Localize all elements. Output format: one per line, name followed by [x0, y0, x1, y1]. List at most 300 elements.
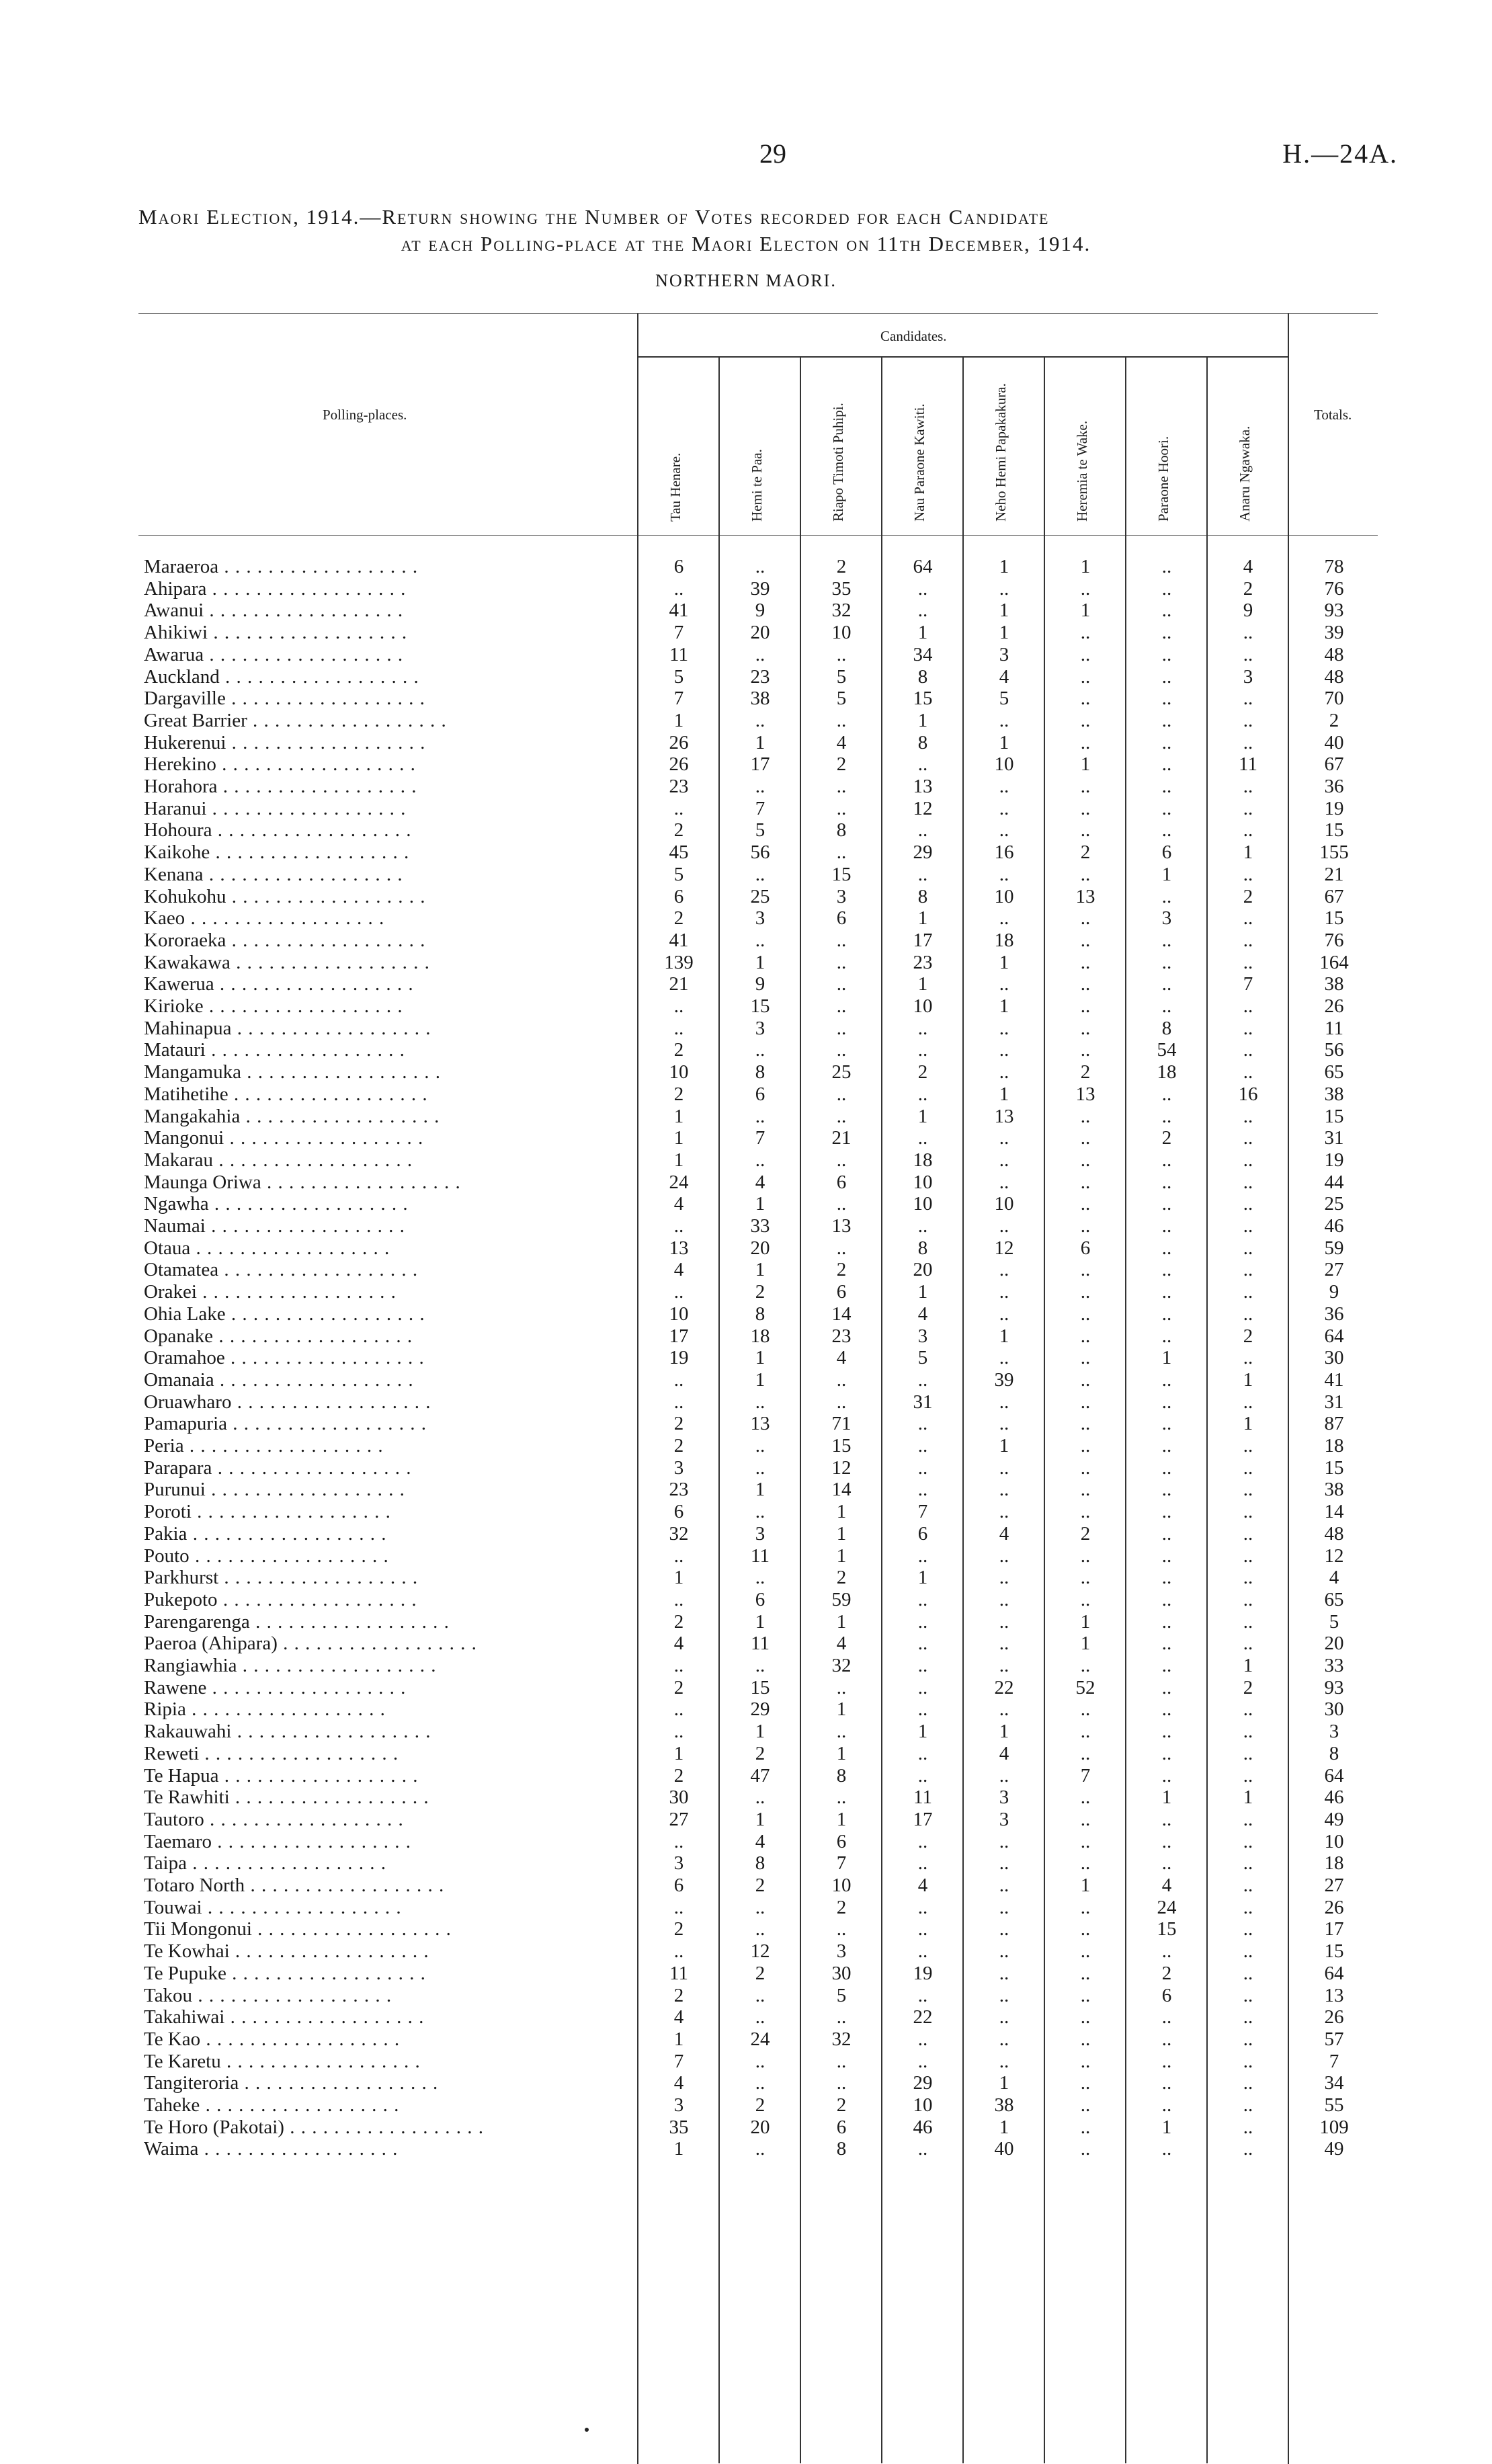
page-header — [0, 0, 1492, 296]
vote-cell: .. — [1243, 2116, 1253, 2138]
vote-cell: 1 — [1080, 1610, 1091, 1633]
vote-cell: .. — [1161, 709, 1172, 731]
vote-cell: .. — [917, 1545, 928, 1567]
vote-cell: 30 — [831, 1962, 852, 1984]
row-total: 20 — [1324, 1633, 1344, 1655]
vote-cell: .. — [1080, 951, 1091, 973]
vote-cell: 8 — [836, 1764, 847, 1787]
vote-cell: .. — [673, 1281, 684, 1303]
table-row — [0, 1720, 1492, 1743]
vote-cell: .. — [836, 1676, 847, 1698]
vote-cell: .. — [917, 1830, 928, 1852]
vote-cell: 2 — [755, 1962, 765, 1984]
vote-cell: .. — [755, 929, 765, 951]
vote-cell: .. — [755, 1039, 765, 1061]
vote-cell: 1 — [1243, 841, 1253, 864]
vote-cell: .. — [1080, 1391, 1091, 1413]
table-row — [0, 555, 1492, 578]
vote-cell: .. — [999, 1347, 1009, 1369]
row-total: 2 — [1329, 709, 1339, 731]
vote-cell: .. — [1080, 1830, 1091, 1852]
vote-cell: 20 — [913, 1259, 933, 1281]
vote-cell: 1 — [836, 1698, 847, 1721]
vote-cell: 2 — [673, 1610, 684, 1633]
vote-cell: 4 — [1161, 1875, 1172, 1896]
vote-cell: .. — [1161, 1237, 1172, 1259]
vote-cell: .. — [999, 1061, 1009, 1083]
vote-cell: .. — [1243, 1435, 1253, 1456]
vote-cell: 26 — [669, 753, 689, 776]
vote-cell: 1 — [1243, 1787, 1253, 1809]
vote-cell: 12 — [994, 1237, 1014, 1259]
vote-cell: .. — [1161, 1171, 1172, 1193]
vote-cell: 5 — [836, 665, 847, 688]
polling-place-name: Auckland . . — [144, 665, 628, 688]
vote-cell: .. — [755, 1655, 765, 1676]
candidate-header-3 — [802, 360, 881, 528]
polling-place-name: Mangakahia . . — [144, 1105, 628, 1128]
vote-cell: 10 — [831, 622, 852, 644]
vote-cell: .. — [1080, 929, 1091, 951]
row-total: 48 — [1324, 665, 1344, 688]
vote-cell: .. — [1080, 1852, 1091, 1875]
vote-cell: 8 — [755, 1061, 765, 1083]
vote-cell: 19 — [669, 1347, 689, 1369]
vote-cell: 4 — [673, 1633, 684, 1655]
vote-cell: .. — [1161, 1655, 1172, 1676]
table-row — [0, 621, 1492, 644]
vote-cell: 6 — [1161, 1984, 1172, 2006]
polling-place-name: Oruawharo . . — [144, 1391, 628, 1413]
vote-cell: 1 — [755, 1193, 765, 1215]
vote-cell: 3 — [755, 1017, 765, 1039]
row-total: 64 — [1324, 1325, 1344, 1347]
vote-cell: 139 — [664, 951, 694, 973]
vote-cell: 2 — [917, 1061, 928, 1083]
table-row — [0, 1192, 1492, 1215]
vote-cell: .. — [1080, 1368, 1091, 1391]
vote-cell: .. — [917, 819, 928, 841]
vote-cell: .. — [836, 797, 847, 819]
vote-cell: .. — [673, 797, 684, 819]
vote-cell: .. — [999, 797, 1009, 819]
polling-place-name: Tii Mongonui . . — [144, 1918, 628, 1940]
vote-cell: 6 — [755, 1588, 765, 1610]
polling-place-name: Omanaia . . — [144, 1368, 628, 1391]
vote-cell: .. — [673, 1698, 684, 1721]
vote-cell: 11 — [669, 643, 688, 665]
table-row — [0, 929, 1492, 952]
vote-cell: .. — [999, 577, 1009, 600]
vote-cell: 1 — [755, 731, 765, 753]
vote-cell: 2 — [673, 1039, 684, 1061]
table-row — [0, 1171, 1492, 1194]
table-row — [0, 1149, 1492, 1172]
vote-cell: 12 — [750, 1940, 770, 1963]
vote-cell: 2 — [836, 753, 847, 776]
vote-cell: .. — [1243, 1281, 1253, 1303]
vote-cell: .. — [836, 951, 847, 973]
vote-cell: 5 — [836, 1984, 847, 2006]
row-total: 46 — [1324, 1215, 1344, 1237]
vote-cell: .. — [999, 1171, 1009, 1193]
vote-cell: .. — [1080, 709, 1091, 731]
vote-cell: 1 — [673, 2138, 684, 2160]
vote-cell: .. — [1161, 1830, 1172, 1852]
polling-place-name: Ripia . . — [144, 1698, 628, 1721]
vote-cell: 1 — [673, 1742, 684, 1764]
vote-cell: 2 — [1243, 885, 1253, 907]
vote-cell: 26 — [669, 731, 689, 753]
vote-cell: 1 — [1080, 556, 1091, 577]
vote-cell: 1 — [673, 1105, 684, 1127]
vote-cell: .. — [1243, 1918, 1253, 1940]
vote-cell: 21 — [831, 1127, 852, 1149]
vote-cell: 15 — [750, 995, 770, 1017]
row-total: 48 — [1324, 1522, 1344, 1545]
table-row — [0, 1412, 1492, 1435]
vote-cell: 12 — [831, 1456, 852, 1479]
vote-cell: 9 — [1243, 600, 1253, 622]
vote-cell: .. — [999, 1545, 1009, 1567]
table-row — [0, 2050, 1492, 2073]
vote-cell: .. — [1161, 1852, 1172, 1875]
polling-place-name: Hukerenui . . — [144, 731, 628, 754]
vote-cell: 1 — [999, 1083, 1009, 1105]
table-row — [0, 665, 1492, 688]
vote-cell: .. — [1161, 2028, 1172, 2050]
vote-cell: 11 — [669, 1962, 688, 1984]
polling-place-name: Matihetihe . . — [144, 1083, 628, 1106]
vote-cell: .. — [917, 2028, 928, 2050]
vote-cell: 11 — [913, 1787, 932, 1809]
vote-cell: 15 — [1157, 1918, 1177, 1940]
candidate-name: Riapo Timoti Puhipi. — [830, 403, 846, 522]
vote-cell: .. — [1243, 1588, 1253, 1610]
vote-cell: 1 — [1161, 863, 1172, 885]
vote-cell: .. — [1080, 1962, 1091, 1984]
polling-place-name: Orakei . . — [144, 1280, 628, 1303]
table-row — [0, 951, 1492, 974]
row-total: 87 — [1324, 1413, 1344, 1435]
vote-cell: .. — [836, 2072, 847, 2094]
vote-cell: .. — [1243, 1896, 1253, 1918]
vote-cell: 5 — [917, 1347, 928, 1369]
vote-cell: 20 — [750, 622, 770, 644]
table-row — [0, 1083, 1492, 1106]
vote-cell: 1 — [999, 2116, 1009, 2138]
vote-cell: .. — [999, 863, 1009, 885]
vote-cell: 7 — [836, 1852, 847, 1875]
vote-cell: 8 — [755, 1852, 765, 1875]
vote-cell: 6 — [673, 885, 684, 907]
candidate-name: Heremia te Wake. — [1074, 420, 1090, 522]
vote-cell: 1 — [999, 731, 1009, 753]
vote-cell: 13 — [831, 1215, 852, 1237]
vote-cell: .. — [1080, 1721, 1091, 1743]
vote-cell: .. — [1243, 731, 1253, 753]
row-total: 155 — [1319, 841, 1349, 864]
polling-place-name: Mangonui . . — [144, 1126, 628, 1149]
vote-cell: .. — [1080, 973, 1091, 995]
vote-cell: 1 — [755, 951, 765, 973]
vote-cell: 47 — [750, 1764, 770, 1787]
row-total: 17 — [1324, 1918, 1344, 1940]
vote-cell: 10 — [669, 1061, 689, 1083]
table-row — [0, 1478, 1492, 1501]
vote-cell: .. — [1243, 951, 1253, 973]
vote-cell: .. — [1243, 643, 1253, 665]
vote-cell: .. — [1080, 819, 1091, 841]
polling-place-name: Takahiwai . . — [144, 2006, 628, 2028]
row-total: 64 — [1324, 1764, 1344, 1787]
vote-cell: .. — [917, 1127, 928, 1149]
table-row — [0, 599, 1492, 622]
vote-cell: .. — [1161, 1456, 1172, 1479]
row-total: 56 — [1324, 1039, 1344, 1061]
vote-cell: .. — [673, 1721, 684, 1743]
vote-cell: .. — [1080, 643, 1091, 665]
table-row — [0, 1456, 1492, 1479]
vote-cell: 1 — [836, 1522, 847, 1545]
row-total: 49 — [1324, 2138, 1344, 2160]
row-total: 15 — [1324, 1940, 1344, 1963]
vote-cell: .. — [1080, 688, 1091, 710]
polling-place-name: Ngawha . . — [144, 1192, 628, 1215]
vote-cell: 4 — [673, 1193, 684, 1215]
vote-cell: .. — [1243, 1875, 1253, 1896]
vote-cell: 18 — [994, 929, 1014, 951]
vote-cell: .. — [1243, 929, 1253, 951]
candidate-header-6 — [1046, 360, 1125, 528]
row-total: 164 — [1319, 951, 1349, 973]
polling-place-name: Kaikohe . . — [144, 841, 628, 864]
vote-cell: 2 — [673, 1764, 684, 1787]
table-row — [0, 2137, 1492, 2160]
vote-cell: 71 — [831, 1413, 852, 1435]
table-row — [0, 1632, 1492, 1655]
vote-cell: 2 — [836, 1259, 847, 1281]
vote-cell: 15 — [913, 688, 933, 710]
row-total: 11 — [1325, 1017, 1343, 1039]
vote-cell: .. — [999, 819, 1009, 841]
vote-cell: .. — [1243, 2028, 1253, 2050]
vote-cell: 8 — [917, 885, 928, 907]
vote-cell: .. — [673, 1215, 684, 1237]
vote-cell: .. — [999, 973, 1009, 995]
vote-cell: 3 — [836, 1940, 847, 1963]
vote-cell: .. — [673, 1545, 684, 1567]
vote-cell: 7 — [673, 2050, 684, 2072]
polling-place-name: Purunui . . — [144, 1478, 628, 1501]
vote-cell: .. — [1161, 776, 1172, 797]
candidate-header-2 — [720, 360, 800, 528]
table-row — [0, 1280, 1492, 1303]
vote-cell: .. — [999, 1918, 1009, 1940]
vote-cell: .. — [1243, 1567, 1253, 1589]
polling-place-name: Oramahoe . . — [144, 1346, 628, 1369]
vote-cell: .. — [1243, 1193, 1253, 1215]
vote-cell: 1 — [755, 1610, 765, 1633]
row-total: 38 — [1324, 973, 1344, 995]
vote-cell: .. — [1161, 1215, 1172, 1237]
vote-cell: 14 — [831, 1303, 852, 1325]
vote-cell: 2 — [673, 1918, 684, 1940]
vote-cell: .. — [1161, 1435, 1172, 1456]
vote-cell: .. — [1161, 1633, 1172, 1655]
vote-cell: 9 — [755, 973, 765, 995]
vote-cell: 8 — [917, 665, 928, 688]
vote-cell: .. — [1243, 1127, 1253, 1149]
candidate-name: Hemi te Paa. — [749, 449, 765, 522]
polling-place-name: Dargaville . . — [144, 687, 628, 710]
vote-cell: .. — [1080, 2094, 1091, 2116]
vote-cell: 11 — [751, 1545, 770, 1567]
vote-cell: .. — [999, 1830, 1009, 1852]
vote-cell: 8 — [1161, 1017, 1172, 1039]
vote-cell: .. — [917, 1940, 928, 1963]
vote-cell: 18 — [750, 1325, 770, 1347]
vote-cell: 7 — [673, 622, 684, 644]
vote-cell: 17 — [669, 1325, 689, 1347]
candidate-header-1 — [639, 360, 718, 528]
row-total: 33 — [1324, 1655, 1344, 1676]
polling-place-name: Rangiawhia . . — [144, 1654, 628, 1677]
vote-cell: .. — [836, 1017, 847, 1039]
vote-cell: .. — [1080, 1215, 1091, 1237]
polling-place-name: Kenana . . — [144, 863, 628, 886]
vote-cell: 20 — [750, 1237, 770, 1259]
vote-cell: 1 — [673, 2028, 684, 2050]
row-total: 64 — [1324, 1962, 1344, 1984]
vote-cell: .. — [755, 1149, 765, 1171]
vote-cell: .. — [1080, 2050, 1091, 2072]
polling-place-name: Te Kao . . — [144, 2028, 628, 2051]
polling-place-name: Awanui . . — [144, 599, 628, 622]
row-total: 25 — [1324, 1193, 1344, 1215]
vote-cell: 1 — [999, 600, 1009, 622]
vote-cell: .. — [673, 1588, 684, 1610]
vote-cell: .. — [836, 841, 847, 864]
vote-cell: .. — [999, 1698, 1009, 1721]
vote-cell: .. — [1080, 1347, 1091, 1369]
vote-cell: .. — [917, 1655, 928, 1676]
row-total: 36 — [1324, 776, 1344, 797]
row-total: 59 — [1324, 1237, 1344, 1259]
vote-cell: .. — [1161, 1567, 1172, 1589]
vote-cell: .. — [1080, 665, 1091, 688]
vote-cell: .. — [1161, 1105, 1172, 1127]
vote-cell: 41 — [669, 600, 689, 622]
vote-cell: 34 — [913, 643, 933, 665]
vote-cell: .. — [917, 577, 928, 600]
polling-place-name: Otaua . . — [144, 1237, 628, 1260]
vote-cell: 4 — [1243, 556, 1253, 577]
vote-cell: .. — [1080, 1413, 1091, 1435]
vote-cell: .. — [1080, 577, 1091, 600]
vote-cell: .. — [1080, 2116, 1091, 2138]
vote-cell: 2 — [755, 1742, 765, 1764]
vote-cell: .. — [999, 1391, 1009, 1413]
vote-cell: .. — [917, 1435, 928, 1456]
vote-cell: .. — [1080, 1171, 1091, 1193]
vote-cell: .. — [1161, 1676, 1172, 1698]
title-line-1: Maori Election, 1914.—Return showing the Number of Votes recorded for each Candidate — [138, 205, 1050, 229]
vote-cell: 6 — [836, 1830, 847, 1852]
polling-place-name: Paeroa (Ahipara) . . — [144, 1632, 628, 1655]
vote-cell: 4 — [836, 1633, 847, 1655]
vote-cell: .. — [1161, 1764, 1172, 1787]
vote-cell: .. — [1080, 1567, 1091, 1589]
vote-cell: 2 — [1161, 1127, 1172, 1149]
vote-cell: 1 — [999, 1325, 1009, 1347]
vote-cell: .. — [1080, 1588, 1091, 1610]
vote-cell: .. — [836, 2050, 847, 2072]
vote-cell: .. — [999, 1610, 1009, 1633]
vote-cell: .. — [836, 1237, 847, 1259]
row-total: 5 — [1329, 1610, 1339, 1633]
vote-cell: 35 — [669, 2116, 689, 2138]
vote-cell: .. — [836, 1391, 847, 1413]
vote-cell: 6 — [836, 1281, 847, 1303]
table-row — [0, 1105, 1492, 1128]
vote-cell: .. — [999, 1281, 1009, 1303]
vote-cell: 15 — [831, 1435, 852, 1456]
row-total: 21 — [1324, 863, 1344, 885]
vote-cell: .. — [1080, 1479, 1091, 1501]
vote-cell: .. — [1243, 1347, 1253, 1369]
vote-cell: .. — [673, 1830, 684, 1852]
vote-cell: 3 — [673, 1852, 684, 1875]
table-row — [0, 1896, 1492, 1919]
vote-cell: .. — [1080, 995, 1091, 1017]
vote-cell: .. — [1080, 1435, 1091, 1456]
row-total: 26 — [1324, 995, 1344, 1017]
vote-cell: 1 — [1161, 1787, 1172, 1809]
vote-cell: .. — [755, 556, 765, 577]
candidate-name: Paraone Hoori. — [1155, 436, 1171, 522]
vote-cell: 6 — [1080, 1237, 1091, 1259]
vote-cell: .. — [673, 1940, 684, 1963]
vote-cell: .. — [1161, 951, 1172, 973]
vote-cell: .. — [1161, 577, 1172, 600]
vote-cell: 32 — [831, 2028, 852, 2050]
row-total: 12 — [1324, 1545, 1344, 1567]
vote-cell: 2 — [1243, 1676, 1253, 1698]
vote-cell: .. — [836, 1149, 847, 1171]
table-row — [0, 1368, 1492, 1391]
candidate-header-7 — [1127, 360, 1206, 528]
vote-cell: 1 — [917, 1567, 928, 1589]
vote-cell: 6 — [836, 1171, 847, 1193]
table-row — [0, 577, 1492, 600]
vote-cell: 6 — [673, 1875, 684, 1896]
polling-place-name: Reweti . . — [144, 1742, 628, 1765]
vote-cell: .. — [755, 1456, 765, 1479]
vote-cell: .. — [1243, 1962, 1253, 1984]
polling-place-name: Tangiteroria . . — [144, 2071, 628, 2094]
table-row — [0, 643, 1492, 666]
row-total: 19 — [1324, 797, 1344, 819]
vote-cell: .. — [1243, 1984, 1253, 2006]
vote-cell: 15 — [750, 1676, 770, 1698]
vote-cell: 7 — [673, 688, 684, 710]
vote-cell: .. — [1080, 2072, 1091, 2094]
vote-cell: 40 — [994, 2138, 1014, 2160]
polling-place-name: Te Hapua . . — [144, 1764, 628, 1787]
vote-cell: 32 — [831, 600, 852, 622]
vote-cell: 3 — [755, 1522, 765, 1545]
